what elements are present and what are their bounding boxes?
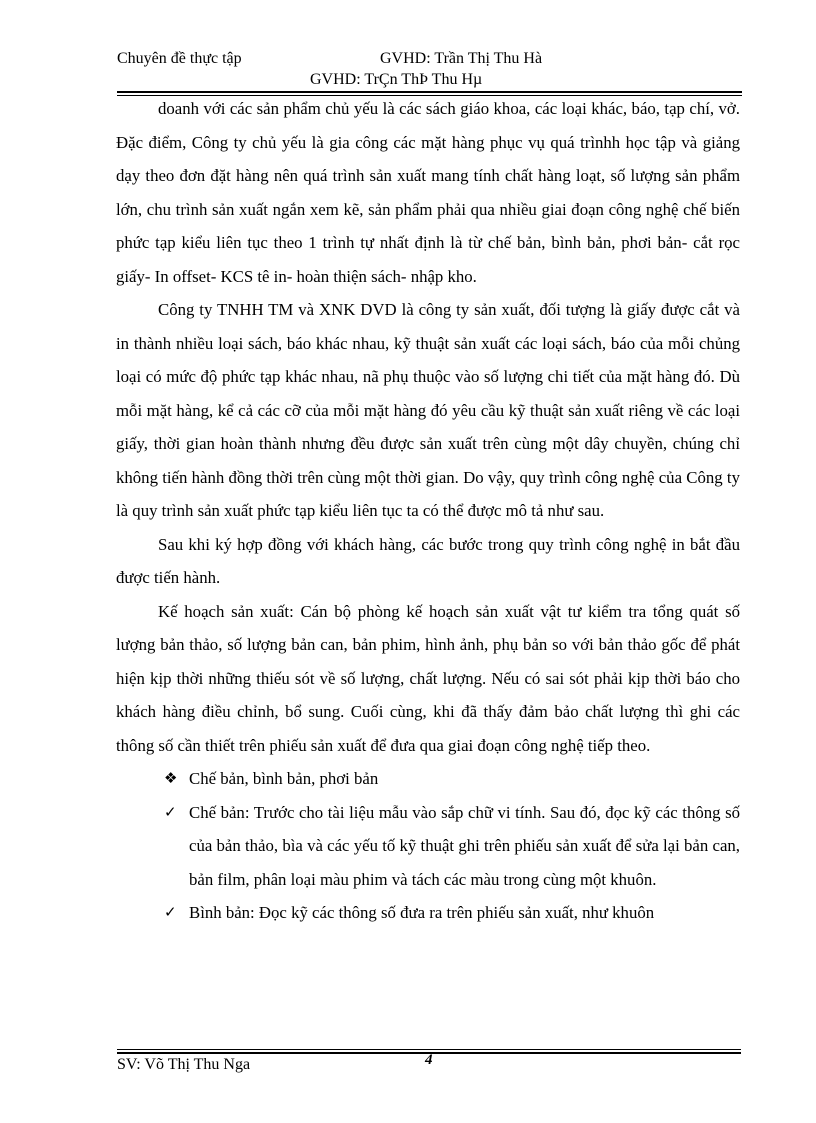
bullet-text: Bình bản: Đọc kỹ các thông số đưa ra trên phiếu sản xuất, như khuôn [189,903,655,922]
bullet-text: Chế bản: Trước cho tài liệu mẫu vào sắp chữ vi tính. Sau đó, đọc kỹ các thông số của bản thảo, bìa và các yếu tố kỹ thuật ghi trên phiếu sản xuất để sửa lại bản can, bản film, phân loại màu phim và tách các màu trong cùng một khuôn. [189,802,740,889]
paragraph-4: Kế hoạch sản xuất: Cán bộ phòng kế hoạch sản xuất vật tư kiểm tra tổng quát số lượng bản thảo, số lượng bản can, bản phim, hình ảnh, phụ bản so với bản thảo gốc để phát hiện kịp thời những thiếu sót về số lượng, chất lượng. Nếu có sai sót phải kịp thời báo cho khách hàng điều chỉnh, bổ sung. Cuối cùng, khi đã thấy đảm bảo chất lượng thì ghi các thông số cần thiết trên phiếu sản xuất để đưa qua giai đoạn công nghệ tiếp theo. [116,601,740,755]
checkmark-bullet-icon: ✓ [164,903,177,921]
footer-student-name: SV: Võ Thị Thu Nga [117,1056,251,1073]
paragraph-3: Sau khi ký hợp đồng với khách hàng, các bước trong quy trình công nghệ in bắt đầu được tiến hành. [116,534,740,587]
bullet-list [116,762,740,930]
bullet-text: Chế bản, bình bản, phơi bản [189,769,379,788]
bullet-item [116,896,740,930]
document-body [116,92,740,930]
diamond-bullet-icon: ❖ [164,769,178,787]
paragraph-2: Công ty TNHH TM và XNK DVD là công ty sản xuất, đối tượng là giấy được cắt và in thành nhiều loại sách, báo khác nhau, kỹ thuật sản xuất các loại sách, báo của mỗi chủng loại có mức độ phức tạp khác nhau, nã phụ thuộc vào số lượng chi tiết của mặt hàng đó. Dù mỗi mặt hàng, kể cả các cỡ của mỗi mặt hàng đó yêu cầu kỹ thuật sản xuất riêng về các loại giấy, thời gian hoàn thành nhưng đều được sản xuất trên cùng một dây chuyền, chúng chỉ không tiến hành đồng thời trên cùng một thời gian. Do vậy, quy trình công nghệ của Công ty là quy trình sản xuất phức tạp kiểu liên tục ta có thể được mô tả như sau. [116,300,740,520]
checkmark-bullet-icon: ✓ [164,802,177,821]
page-number: 4 [425,1052,433,1068]
header-supervisor-garbled: GVHD: TrÇn ThÞ Thu Hµ [310,71,483,88]
header-course-title: Chuyên đề thực tập [117,50,242,67]
bullet-item [116,762,740,796]
footer-rule-thin [117,1049,741,1050]
bullet-item [116,796,740,897]
header-supervisor: GVHD: Trần Thị Thu Hà [380,50,543,67]
paragraph-1: doanh với các sản phẩm chủ yếu là các sách giáo khoa, các loại khác, báo, tạp chí, vở. Đặc điểm, Công ty chủ yếu là gia công các mặt hàng phục vụ quá trìnhh học tập và giảng dạy theo đơn đặt hàng nên quá trình sản xuất mang tính chất hàng loạt, số lượng sản phẩm lớn, chu trình sản xuất ngắn xem kẽ, sản phẩm phải qua nhiều giai đoạn công nghệ chế biến phức tạp kiểu liên tục theo 1 trình tự nhất định là từ chế bản, bình bản, phơi bản- cắt rọc giấy- In offset- KCS tê in- hoàn thiện sách- nhập kho. [116,99,740,286]
page-header [117,50,757,70]
